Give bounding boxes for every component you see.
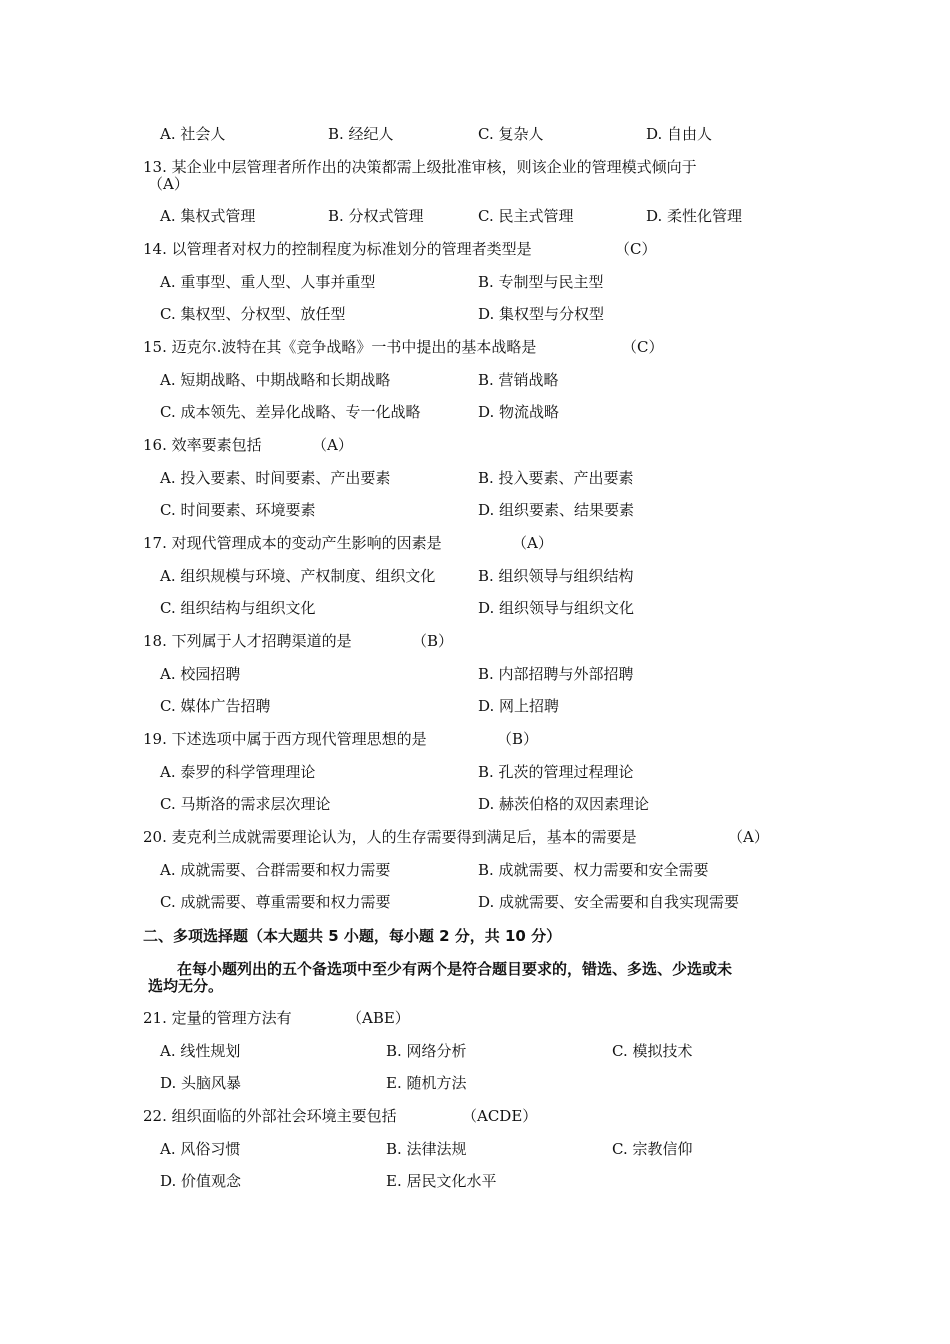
option-18-b: B. 内部招聘与外部招聘: [478, 665, 634, 683]
question-22-stem: 22. 组织面临的外部社会环境主要包括: [143, 1107, 397, 1125]
option-20-c: C. 成就需要、尊重需要和权力需要: [160, 893, 391, 911]
option-22-c: C. 宗教信仰: [612, 1140, 693, 1158]
question-16-answer: （A）: [312, 436, 353, 454]
option-12-a: A. 社会人: [160, 125, 226, 143]
option-22-a: A. 风俗习惯: [160, 1140, 241, 1158]
question-15-stem: 15. 迈克尔.波特在其《竞争战略》一书中提出的基本战略是: [143, 338, 537, 356]
option-16-b: B. 投入要素、产出要素: [478, 469, 634, 487]
option-22-e: E. 居民文化水平: [386, 1172, 497, 1190]
question-17-answer: （A）: [512, 534, 553, 552]
question-14-answer: （C）: [615, 240, 657, 258]
option-14-c: C. 集权型、分权型、放任型: [160, 305, 346, 323]
option-14-d: D. 集权型与分权型: [478, 305, 605, 323]
question-19-answer: （B）: [497, 730, 539, 748]
option-12-d: D. 自由人: [646, 125, 713, 143]
option-17-c: C. 组织结构与组织文化: [160, 599, 316, 617]
option-17-b: B. 组织领导与组织结构: [478, 567, 634, 585]
option-21-b: B. 网络分析: [386, 1042, 467, 1060]
option-18-d: D. 网上招聘: [478, 697, 560, 715]
section-instruction-line2: 选均无分。: [148, 977, 224, 995]
option-21-d: D. 头脑风暴: [160, 1074, 242, 1092]
question-17-stem: 17. 对现代管理成本的变动产生影响的因素是: [143, 534, 442, 552]
option-14-a: A. 重事型、重人型、人事并重型: [160, 273, 376, 291]
option-16-c: C. 时间要素、环境要素: [160, 501, 316, 519]
question-20-stem: 20. 麦克利兰成就需要理论认为，人的生存需要得到满足后，基本的需要是: [143, 828, 637, 846]
option-19-d: D. 赫茨伯格的双因素理论: [478, 795, 650, 813]
option-18-c: C. 媒体广告招聘: [160, 697, 271, 715]
option-13-b: B. 分权式管理: [328, 207, 424, 225]
option-22-d: D. 价值观念: [160, 1172, 242, 1190]
section-instruction-line1: 在每小题列出的五个备选项中至少有两个是符合题目要求的，错选、多选、少选或未: [177, 960, 733, 978]
option-18-a: A. 校园招聘: [160, 665, 241, 683]
option-21-c: C. 模拟技术: [612, 1042, 693, 1060]
option-13-c: C. 民主式管理: [478, 207, 574, 225]
option-12-b: B. 经纪人: [328, 125, 394, 143]
question-18-stem: 18. 下列属于人才招聘渠道的是: [143, 632, 352, 650]
option-15-c: C. 成本领先、差异化战略、专一化战略: [160, 403, 421, 421]
option-15-d: D. 物流战略: [478, 403, 560, 421]
section-title: 二、多项选择题（本大题共 5 小题，每小题 2 分，共 10 分）: [143, 927, 562, 945]
option-12-c: C. 复杂人: [478, 125, 544, 143]
option-22-b: B. 法律法规: [386, 1140, 467, 1158]
option-13-d: D. 柔性化管理: [646, 207, 743, 225]
question-22-answer: （ACDE）: [462, 1107, 538, 1125]
option-17-a: A. 组织规模与环境、产权制度、组织文化: [160, 567, 436, 585]
option-19-a: A. 泰罗的科学管理理论: [160, 763, 316, 781]
question-15-answer: （C）: [622, 338, 664, 356]
option-21-e: E. 随机方法: [386, 1074, 467, 1092]
option-20-d: D. 成就需要、安全需要和自我实现需要: [478, 893, 740, 911]
option-19-c: C. 马斯洛的需求层次理论: [160, 795, 331, 813]
question-14-stem: 14. 以管理者对权力的控制程度为标准划分的管理者类型是: [143, 240, 532, 258]
option-21-a: A. 线性规划: [160, 1042, 241, 1060]
option-16-d: D. 组织要素、结果要素: [478, 501, 635, 519]
question-21-stem: 21. 定量的管理方法有: [143, 1009, 292, 1027]
question-16-stem: 16. 效率要素包括: [143, 436, 262, 454]
option-20-b: B. 成就需要、权力需要和安全需要: [478, 861, 709, 879]
option-16-a: A. 投入要素、时间要素、产出要素: [160, 469, 391, 487]
question-21-answer: （ABE）: [347, 1009, 410, 1027]
option-20-a: A. 成就需要、合群需要和权力需要: [160, 861, 391, 879]
option-15-b: B. 营销战略: [478, 371, 559, 389]
question-19-stem: 19. 下述选项中属于西方现代管理思想的是: [143, 730, 427, 748]
option-14-b: B. 专制型与民主型: [478, 273, 604, 291]
option-15-a: A. 短期战略、中期战略和长期战略: [160, 371, 391, 389]
question-20-answer: （A）: [728, 828, 769, 846]
question-13-stem: 13. 某企业中层管理者所作出的决策都需上级批准审核，则该企业的管理模式倾向于: [143, 158, 697, 176]
option-17-d: D. 组织领导与组织文化: [478, 599, 635, 617]
option-19-b: B. 孔茨的管理过程理论: [478, 763, 634, 781]
option-13-a: A. 集权式管理: [160, 207, 256, 225]
question-18-answer: （B）: [412, 632, 454, 650]
question-13-answer: （A）: [148, 175, 189, 193]
